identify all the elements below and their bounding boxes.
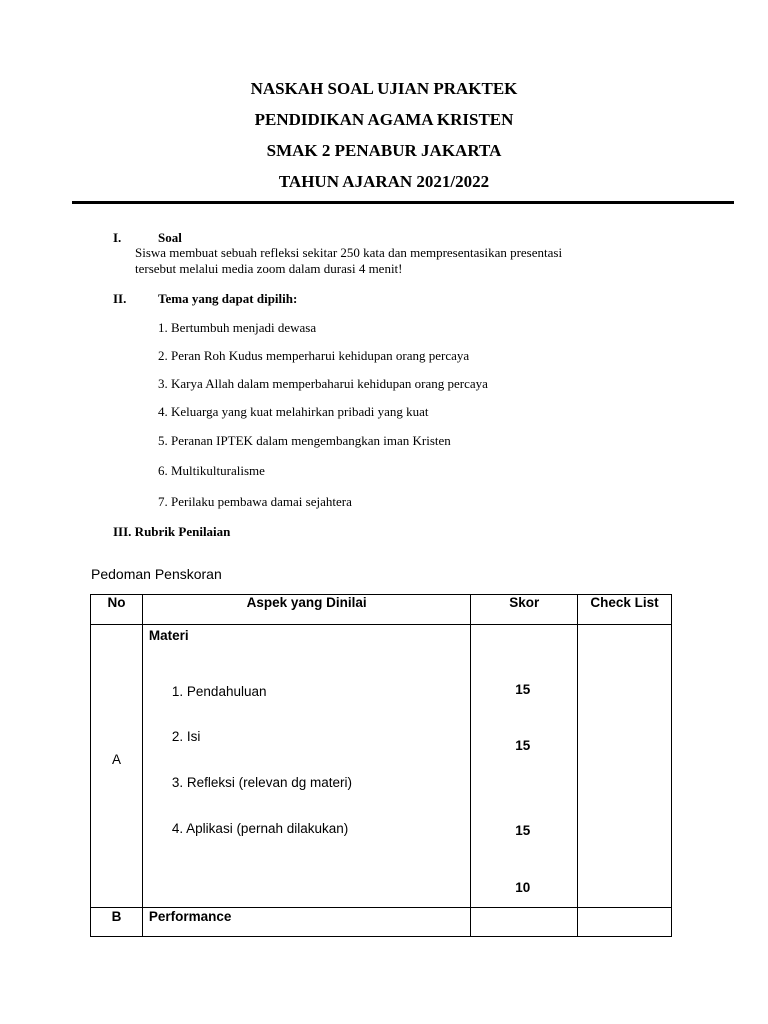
theme-item: 7. Perilaku pembawa damai sejahtera	[158, 494, 352, 509]
table-header-row	[91, 595, 672, 625]
section-1-text-line-2: tersebut melalui media zoom dalam durasi 4 menit!	[135, 261, 403, 276]
row-a-no-cell	[91, 625, 143, 908]
section-1-title: Soal	[158, 230, 182, 245]
score-value: 10	[515, 880, 531, 895]
row-b-no-cell	[91, 908, 143, 937]
row-b-checklist-cell	[578, 908, 672, 937]
theme-item: 1. Bertumbuh menjadi dewasa	[158, 320, 317, 335]
score-value: 15	[515, 738, 531, 753]
section-2-title: Tema yang dapat dipilih:	[158, 291, 298, 306]
header-score: Skor	[471, 595, 578, 625]
header-divider	[72, 201, 734, 204]
scoring-table	[90, 594, 672, 937]
row-b-aspect-title: Performance	[148, 909, 232, 924]
score-value: 15	[515, 682, 531, 697]
header-no: No	[91, 595, 143, 625]
row-b-aspect-cell	[142, 908, 470, 937]
section-1-text-line-1: Siswa membuat sebuah refleksi sekitar 250 kata dan mempresentasikan presentasi	[135, 245, 563, 260]
row-a-score-cell	[471, 625, 578, 908]
title-line-3: SMAK 2 PENABUR JAKARTA	[266, 141, 502, 160]
title-line-4: TAHUN AJARAN 2021/2022	[278, 172, 490, 191]
row-b-score-cell	[471, 908, 578, 937]
row-a-aspect-cell	[142, 625, 470, 908]
score-value: 15	[515, 823, 531, 838]
row-a-no: A	[112, 752, 122, 767]
theme-item: 3. Karya Allah dalam memperbaharui kehidupan orang percaya	[158, 376, 488, 391]
aspect-item: 4. Aplikasi (pernah dilakukan)	[171, 821, 349, 836]
aspect-item: 2. Isi	[171, 729, 201, 744]
section-3-title: III. Rubrik Penilaian	[113, 524, 231, 539]
theme-item: 4. Keluarga yang kuat melahirkan pribadi yang kuat	[158, 404, 429, 419]
row-a-checklist-cell	[578, 625, 672, 908]
aspect-item: 3. Refleksi (relevan dg materi)	[171, 775, 352, 790]
table-row	[91, 625, 672, 908]
aspect-item: 1. Pendahuluan	[171, 684, 267, 699]
row-b-no: B	[111, 909, 122, 924]
theme-item: 6. Multikulturalisme	[158, 463, 265, 478]
title-line-1: NASKAH SOAL UJIAN PRAKTEK	[250, 79, 518, 98]
table-row	[91, 908, 672, 937]
header-checklist: Check List	[578, 595, 672, 625]
theme-item: 2. Peran Roh Kudus memperharui kehidupan orang percaya	[158, 348, 470, 363]
section-2-number: II.	[113, 291, 127, 306]
theme-item: 5. Peranan IPTEK dalam mengembangkan iman Kristen	[158, 433, 451, 448]
pedoman-title: Pedoman Penskoran	[91, 566, 222, 582]
header-aspect: Aspek yang Dinilai	[142, 595, 470, 625]
section-1-number: I.	[113, 230, 122, 245]
row-a-aspect-title: Materi	[148, 628, 189, 643]
title-line-2: PENDIDIKAN AGAMA KRISTEN	[254, 110, 514, 129]
